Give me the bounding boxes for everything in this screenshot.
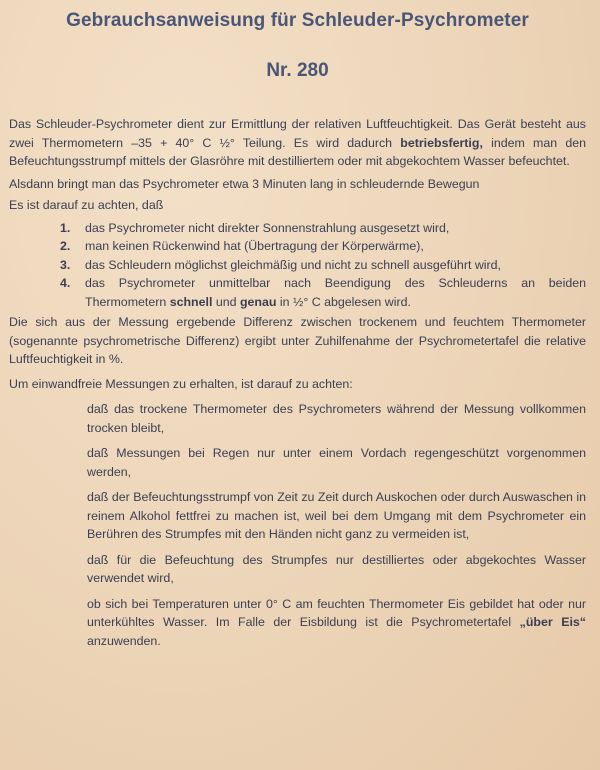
condition-item: daß Messungen bei Regen nur unter einem Vordach regengeschützt vorgenommen werden, — [87, 446, 586, 479]
intro-paragraph — [9, 115, 586, 171]
intro-text-2: indem man den Befeuchtungsstrumpf mittels der Glasröhre mit destilliertem oder mit abgekochtem Wasser befeuchtet. — [9, 135, 586, 168]
swing-paragraph: Alsdann bringt man das Psychrometer etwa 3 Minuten lang in schleudernde Bewegun — [9, 176, 480, 191]
model-number: Nr. 280 — [266, 60, 329, 81]
condition-item: daß der Befeuchtungsstrumpf von Zeit zu Zeit durch Auskochen oder durch Auswaschen in reinem Alkohol fettfrei zu machen ist, weil bei dem Umgang mit dem Psychrometer ein Berühren des Strumpfes mit den Händen nicht ganz zu vermeiden ist, — [87, 490, 586, 541]
attention-paragraph: Es ist darauf zu achten, daß — [9, 198, 164, 212]
list-item: 1. das Psychrometer nicht direkter Sonnenstrahlung ausgesetzt wird, — [60, 220, 450, 235]
condition-item: ob sich bei Temperaturen unter 0° C am feuchten Thermometer Eis gebildet hat oder nur unterkühltes Wasser. Im Falle der Eisbildung ist die Psychrometertafel „über Eis“ anzuwenden. — [87, 596, 586, 648]
difference-paragraph: Die sich aus der Messung ergebende Differenz zwischen trockenem und feuchtem Thermometer (sogenannte psychrometrische Differenz) ergibt unter Zuhilfenahme der Psychrometertafel die relative Luftfeuchtigkeit in %. — [9, 315, 586, 366]
condition-item: daß für die Befeuchtung des Strumpfes nur destilliertes oder abgekochtes Wasser verwendet wird, — [87, 552, 586, 585]
intro-text-1: Das Schleuder-Psychrometer dient zur Ermittlung der relativen Luftfeuchtigkeit. Das Gerät besteht aus zwei Thermometern –35 + 40° C ½° Teilung. Es wird dadurch — [9, 117, 586, 150]
measurement-intro: Um einwandfreie Messungen zu erhalten, ist darauf zu achten: — [9, 376, 353, 391]
document-title: Gebrauchsanweisung für Schleuder-Psychrometer — [66, 10, 529, 31]
intro-bold: betriebsfertig, — [400, 135, 483, 150]
condition-item: daß das trockene Thermometer des Psychrometers während der Messung vollkommen trocken bleibt, — [87, 402, 586, 435]
list-item: 4. das Psychrometer unmittelbar nach Beendigung des Schleuderns an beiden Thermometern schnell und genau in ½° C abgelesen wird. — [60, 276, 586, 309]
list-item: 3. das Schleudern möglichst gleichmäßig und nicht zu schnell ausgeführt wird, — [60, 257, 501, 272]
list-item: 2. man keinen Rückenwind hat (Übertragung der Körperwärme), — [60, 239, 424, 253]
attention-list — [9, 219, 586, 312]
conditions-list — [87, 400, 586, 650]
